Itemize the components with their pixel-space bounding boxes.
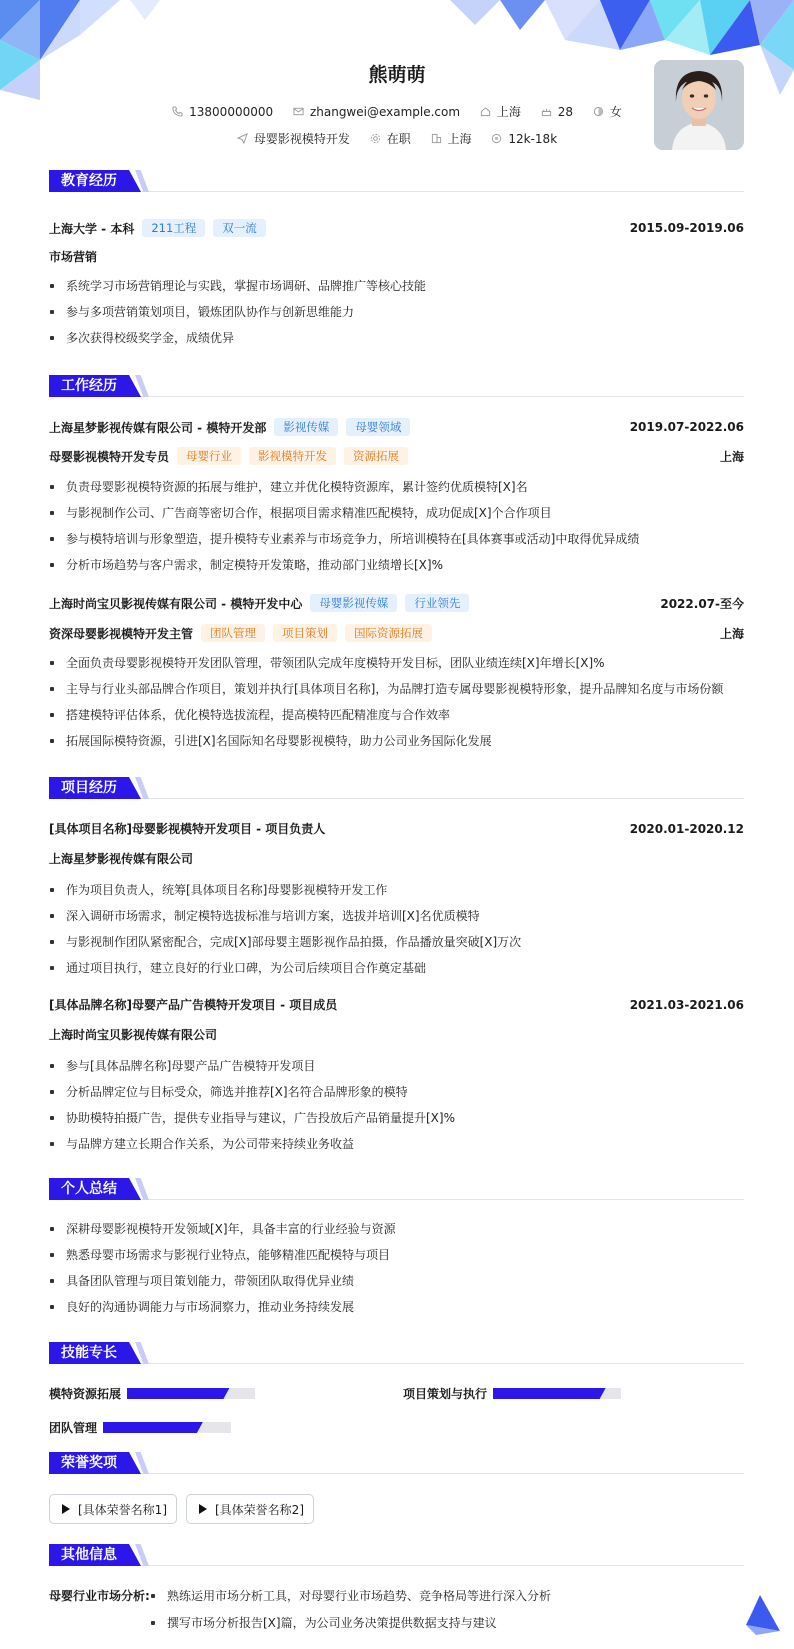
work-company-row [49, 594, 744, 612]
project-header [49, 820, 744, 837]
list-item: 与品牌方建立长期合作关系，为公司带来持续业务收益 [66, 1135, 744, 1152]
section-title-education: 教育经历 [49, 170, 129, 192]
company-tag: 影视传媒 [274, 418, 338, 436]
work-location: 上海 [719, 626, 744, 641]
section-divider [49, 1363, 744, 1364]
list-item: 与影视制作公司、广告商等密切合作，根据项目需求精准匹配模特，成功促成[X]个合作项目 [66, 504, 744, 521]
project-date: 2021.03-2021.06 [629, 997, 744, 1012]
list-item: 全面负责母婴影视模特开发团队管理，带领团队完成年度模特开发目标，团队业绩连续[X]年增长[X]% [66, 654, 744, 671]
list-item: 拓展国际模特资源，引进[X]名国际知名母婴影视模特，助力公司业务国际化发展 [66, 732, 744, 749]
list-item: 参与[具体品牌名称]母婴产品广告模特开发项目 [66, 1057, 744, 1074]
corner-triangle-decoration [746, 1595, 780, 1635]
list-item: 负责母婴影视模特资源的拓展与维护，建立并优化模特资源库，累计签约优质模特[X]名 [66, 478, 744, 495]
skill-item [403, 1385, 621, 1402]
skill-bar-fill [493, 1388, 606, 1399]
project-header [49, 996, 744, 1013]
role-tag: 国际资源拓展 [345, 624, 432, 642]
education-header [49, 219, 744, 237]
avatar [654, 60, 744, 150]
skill-item [49, 1419, 231, 1436]
list-item: 参与模特培训与形象塑造，提升模特专业素养与市场竞争力，所培训模特在[具体赛事或活动]中取得优异成绩 [66, 530, 744, 547]
job-text: 母婴影视模特开发 [253, 132, 350, 146]
gender-text: 女 [609, 105, 622, 119]
honor-name: [具体荣誉名称1] [78, 1502, 167, 1517]
candidate-name: 熊萌萌 [368, 64, 426, 86]
play-triangle-icon [62, 1504, 70, 1514]
list-item: 系统学习市场营销理论与实践，掌握市场调研、品牌推广等核心技能 [66, 277, 744, 294]
role-tag: 团队管理 [201, 624, 265, 642]
list-item: 多次获得校级奖学金，成绩优异 [66, 329, 744, 346]
section-divider [49, 191, 744, 192]
section-title-work: 工作经历 [49, 375, 129, 397]
skill-bar-fill [127, 1388, 229, 1399]
work-company-row [49, 418, 744, 436]
section-divider [49, 1565, 744, 1566]
list-item: 深入调研市场需求，制定模特选拔标准与培训方案，选拔并培训[X]名优质模特 [66, 907, 744, 924]
project-company-row [49, 850, 744, 867]
project-title: [具体品牌名称]母婴产品广告模特开发项目 - 项目成员 [49, 998, 338, 1012]
salary-item [491, 132, 557, 146]
skill-item [49, 1385, 255, 1402]
work-role-row [49, 624, 744, 642]
age-item [541, 105, 573, 119]
phone-icon [172, 106, 183, 117]
section-title-skills: 技能专长 [49, 1342, 129, 1364]
work-city-item [431, 130, 472, 147]
school-tag: 211工程 [142, 219, 205, 237]
section-divider [49, 798, 744, 799]
company-tag: 母婴领域 [346, 418, 410, 436]
city-item [480, 103, 521, 120]
email-icon [293, 106, 304, 117]
gear-icon [370, 133, 381, 144]
phone-text: 13800000000 [189, 104, 274, 119]
company-tag: 行业领先 [405, 594, 469, 612]
honor-item [186, 1494, 314, 1524]
city-text: 上海 [496, 105, 521, 119]
status-item [370, 130, 411, 147]
project-title: [具体项目名称]母婴影视模特开发项目 - 项目负责人 [49, 822, 326, 836]
list-item: 深耕母婴影视模特开发领域[X]年，具备丰富的行业经验与资源 [66, 1220, 744, 1237]
work-role-row [49, 447, 744, 465]
section-title-projects: 项目经历 [49, 777, 129, 799]
list-item: 主导与行业头部品牌合作项目，策划并执行[具体项目名称]，为品牌打造专属母婴影视模特形象，提升品牌知名度与市场份额 [66, 680, 744, 697]
role-name: 资深母婴影视模特开发主管 [49, 626, 194, 641]
list-item: 作为项目负责人，统筹[具体项目名称]母婴影视模特开发工作 [66, 881, 744, 898]
section-title-summary: 个人总结 [49, 1178, 129, 1200]
work-location: 上海 [719, 449, 744, 464]
home-icon [480, 106, 491, 117]
play-triangle-icon [199, 1504, 207, 1514]
skill-name: 模特资源拓展 [49, 1387, 122, 1401]
list-item: 参与多项营销策划项目，锻炼团队协作与创新思维能力 [66, 303, 744, 320]
honor-item [49, 1494, 177, 1524]
company-tag: 母婴影视传媒 [310, 594, 397, 612]
list-item: 搭建模特评估体系，优化模特选拔流程，提高模特匹配精准度与合作效率 [66, 706, 744, 723]
company-name: 上海星梦影视传媒有限公司 - 模特开发部 [49, 420, 267, 435]
major-name: 市场营销 [49, 250, 98, 264]
role-tag: 项目策划 [273, 624, 337, 642]
skill-bar [103, 1422, 231, 1433]
email-text: zhangwei@example.com [309, 104, 461, 119]
company-name: 上海时尚宝贝影视传媒有限公司 - 模特开发中心 [49, 596, 303, 611]
project-company: 上海星梦影视传媒有限公司 [49, 852, 194, 866]
phone-item [172, 105, 273, 119]
list-item: 熟悉母婴市场需求与影视行业特点，能够精准匹配模特与项目 [66, 1246, 744, 1263]
skill-name: 项目策划与执行 [403, 1387, 488, 1401]
skill-bar [493, 1388, 621, 1399]
email-item [293, 105, 460, 119]
section-title-honors: 荣誉奖项 [49, 1452, 129, 1474]
skill-name: 团队管理 [49, 1421, 98, 1435]
education-major-row [49, 248, 744, 265]
section-divider [49, 1473, 744, 1474]
building-icon [431, 133, 442, 144]
list-item: 分析市场趋势与客户需求，制定模特开发策略，推动部门业绩增长[X]% [66, 556, 744, 573]
list-item: 熟练运用市场分析工具，对母婴行业市场趋势、竞争格局等进行深入分析 [167, 1589, 552, 1603]
list-item: 良好的沟通协调能力与市场洞察力，推动业务持续发展 [66, 1298, 744, 1315]
work-date: 2019.07-2022.06 [629, 420, 744, 434]
role-tag: 影视模特开发 [249, 447, 336, 465]
list-item: 具备团队管理与项目策划能力，带领团队取得优异业绩 [66, 1272, 744, 1289]
gender-icon [593, 106, 604, 117]
coin-icon [491, 133, 502, 144]
salary-text: 12k-18k [508, 131, 558, 146]
portrait-image [654, 60, 744, 150]
list-item: 撰写市场分析报告[X]篇，为公司业务决策提供数据支持与建议 [167, 1616, 497, 1630]
send-icon [237, 133, 248, 144]
job-item [237, 130, 350, 147]
education-date: 2015.09-2019.06 [629, 221, 744, 235]
honor-name: [具体荣誉名称2] [215, 1502, 304, 1517]
other-label: 母婴行业市场分析: [49, 1589, 150, 1603]
role-name: 母婴影视模特开发专员 [49, 449, 170, 464]
work-date: 2022.07-至今 [660, 596, 744, 611]
section-divider [49, 1199, 744, 1200]
gender-item [593, 103, 622, 120]
project-company: 上海时尚宝贝影视传媒有限公司 [49, 1028, 218, 1042]
role-tag: 资源拓展 [344, 447, 408, 465]
work-city-text: 上海 [447, 132, 472, 146]
age-text: 28 [557, 104, 574, 119]
cake-icon [541, 106, 552, 117]
school-tag: 双一流 [213, 219, 266, 237]
project-date: 2020.01-2020.12 [629, 821, 744, 836]
school-name: 上海大学 - 本科 [49, 221, 135, 236]
list-item: 与影视制作团队紧密配合，完成[X]部母婴主题影视作品拍摄，作品播放量突破[X]万次 [66, 933, 744, 950]
skill-bar-fill [103, 1422, 203, 1433]
skill-bar [127, 1388, 255, 1399]
project-company-row [49, 1026, 744, 1043]
list-item: 协助模特拍摄广告，提供专业指导与建议，广告投放后产品销量提升[X]% [66, 1109, 744, 1126]
list-item: 通过项目执行，建立良好的行业口碑，为公司后续项目合作奠定基础 [66, 959, 744, 976]
role-tag: 母婴行业 [177, 447, 241, 465]
section-divider [49, 396, 744, 397]
status-text: 在职 [386, 132, 411, 146]
section-title-other: 其他信息 [49, 1544, 129, 1566]
list-item: 分析品牌定位与目标受众，筛选并推荐[X]名符合品牌形象的模特 [66, 1083, 744, 1100]
